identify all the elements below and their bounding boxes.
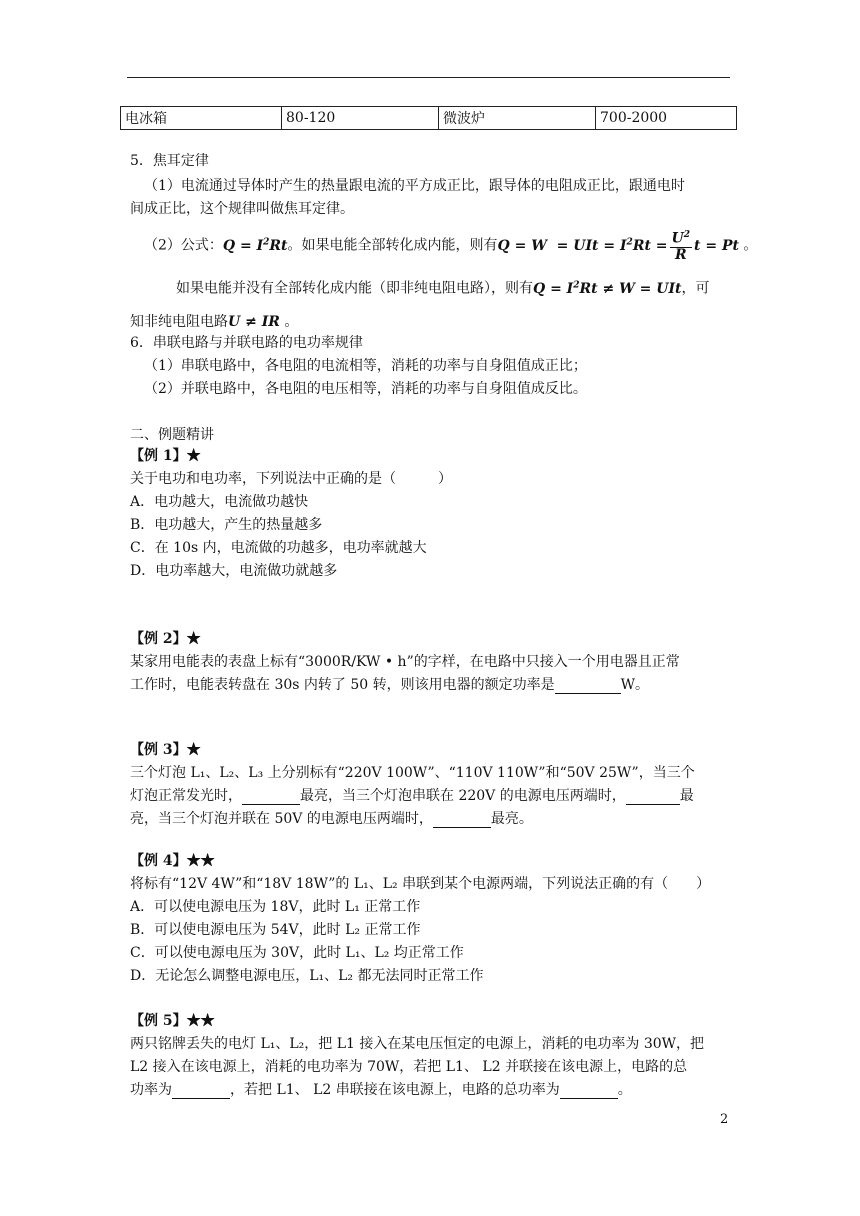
example-3-question-3: [130, 810, 533, 828]
formula-mid-text: 。如果电能全部转化成内能，则有: [287, 237, 498, 254]
example-2-unit: W。: [620, 677, 650, 693]
example-4-option-d: D．无论怎么调整电源电压，L₁、L₂ 都无法同时正常工作: [130, 968, 484, 984]
answer-blank[interactable]: [560, 1084, 618, 1099]
example-5-heading: 【例 5】★★: [130, 1013, 215, 1029]
example-5-question-3: [130, 1081, 632, 1099]
example-3-text-e: 最亮。: [490, 811, 533, 827]
section-6-title: 6．串联电路与并联电路的电功率规律: [130, 335, 363, 351]
section-5-title: 5．焦耳定律: [130, 153, 209, 169]
example-2-question-1: 某家用电能表的表盘上标有“3000R/KW • h”的字样，在电路中只接入一个用电器且正常: [130, 654, 680, 670]
answer-blank[interactable]: [626, 790, 680, 805]
answer-blank[interactable]: [242, 790, 300, 805]
header-rule: [127, 77, 730, 78]
example-3-text-a: 灯泡正常发光时，: [130, 788, 242, 804]
example-4-option-c: C．可以使电源电压为 30V，此时 L₁、L₂ 均正常工作: [130, 945, 464, 961]
example-4-option-a: A．可以使电源电压为 18V，此时 L₁ 正常工作: [130, 899, 421, 915]
page-number: 2: [720, 1112, 729, 1127]
table-cell: 700-2000: [596, 107, 737, 130]
formula-non-pure: $Q = I^2Rt \ne W$ = UIt: [533, 280, 682, 297]
appliance-power-table: [120, 106, 737, 130]
section-2-title: 二、例题精讲: [130, 427, 214, 443]
example-4-question: 将标有“12V 4W”和“18V 18W”的 L₁、L₂ 串联到某个电源两端，下列说法正确的有（ ）: [130, 876, 711, 892]
example-4-option-b: B．可以使电源电压为 54V，此时 L₂ 正常工作: [130, 922, 421, 938]
example-1-option-b: B．电功越大，产生的热量越多: [130, 517, 323, 533]
example-5-question-1: 两只铭牌丢失的电灯 L₁、L₂，把 L1 接入在某电压恒定的电源上，消耗的电功率为 30W，把: [130, 1036, 705, 1052]
example-4-heading: 【例 4】★★: [130, 853, 215, 869]
answer-blank[interactable]: [433, 813, 491, 828]
example-1-heading: 【例 1】★: [130, 448, 201, 464]
example-3-heading: 【例 3】★: [130, 742, 201, 758]
table-cell: 微波炉: [439, 107, 596, 130]
example-1-option-d: D．电功率越大，电流做功就越多: [130, 563, 338, 579]
example-3-text-c: 最: [679, 788, 694, 804]
answer-blank[interactable]: [555, 679, 621, 694]
non-pure-text: 如果电能并没有全部转化成内能（即非纯电阻电路），则有: [176, 280, 533, 297]
answer-blank[interactable]: [172, 1084, 230, 1099]
parallel-rule: （2）并联电路中，各电阻的电压相等，消耗的功率与自身阻值成反比。: [144, 381, 587, 397]
non-pure-resistance-line: [176, 276, 710, 298]
formula-pure-resistance: Q = W = UIt = $I^2Rt$ = $\frac{U^2}{R}$ t = Pt: [497, 230, 739, 263]
table-cell: 80-120: [282, 107, 439, 130]
formula-prefix: （2）公式：: [144, 237, 223, 254]
formula-u-neq-ir: U ≠ IR: [228, 314, 280, 330]
example-2-question-2: [130, 676, 649, 694]
joule-law-text-2: 间成正比，这个规律叫做焦耳定律。: [130, 201, 354, 217]
non-pure-end: ，可: [681, 280, 710, 297]
table-row: [121, 107, 737, 130]
example-5-text-a: 功率为: [130, 1082, 172, 1098]
non-pure-conclusion: 知非纯电阻电路U ≠ IR 。: [130, 314, 299, 330]
example-1-question: 关于电功和电功率，下列说法中正确的是（ ）: [130, 471, 452, 487]
joule-law-text-1: （1）电流通过导体时产生的热量跟电流的平方成正比，跟导体的电阻成正比，跟通电时: [144, 178, 685, 194]
example-2-heading: 【例 2】★: [130, 631, 201, 647]
example-3-text-d: 亮，当三个灯泡并联在 50V 的电源电压两端时，: [130, 811, 433, 827]
example-1-option-c: C．在 10s 内，电流做的功越多，电功率就越大: [130, 540, 427, 556]
example-1-option-a: A．电功越大，电流做功越快: [130, 494, 309, 510]
example-5-text-c: 。: [617, 1082, 632, 1098]
joule-formula-line: （2）公式：$Q = I^2Rt$。如果电能全部转化成内能，则有Q = W = UIt = $I^2Rt$ = $\frac{U^2}{R}$ t = Pt 。: [144, 230, 758, 263]
example-5-text-b: ，若把 L1、 L2 串联接在该电源上，电路的总功率为: [230, 1082, 560, 1098]
table-cell: 电冰箱: [121, 107, 282, 130]
example-3-text-b: 最亮，当三个灯泡串联在 220V 的电源电压两端时，: [300, 788, 626, 804]
example-3-question-1: 三个灯泡 L₁、L₂、L₃ 上分别标有“220V 100W”、“110V 110W”和“50V 25W”，当三个: [130, 765, 695, 781]
example-5-question-2: L2 接入在该电源上，消耗的电功率为 70W，若把 L1、 L2 并联接在该电源上，电路的总: [130, 1059, 688, 1075]
formula-q-i2rt: $Q = I^2Rt$: [222, 237, 288, 254]
conclusion-text: 知非纯电阻电路: [130, 314, 228, 330]
example-2-text: 工作时，电能表转盘在 30s 内转了 50 转，则该用电器的额定功率是: [130, 677, 555, 693]
series-rule: （1）串联电路中，各电阻的电流相等，消耗的功率与自身阻值成正比；: [144, 358, 587, 374]
example-3-question-2: [130, 787, 694, 805]
